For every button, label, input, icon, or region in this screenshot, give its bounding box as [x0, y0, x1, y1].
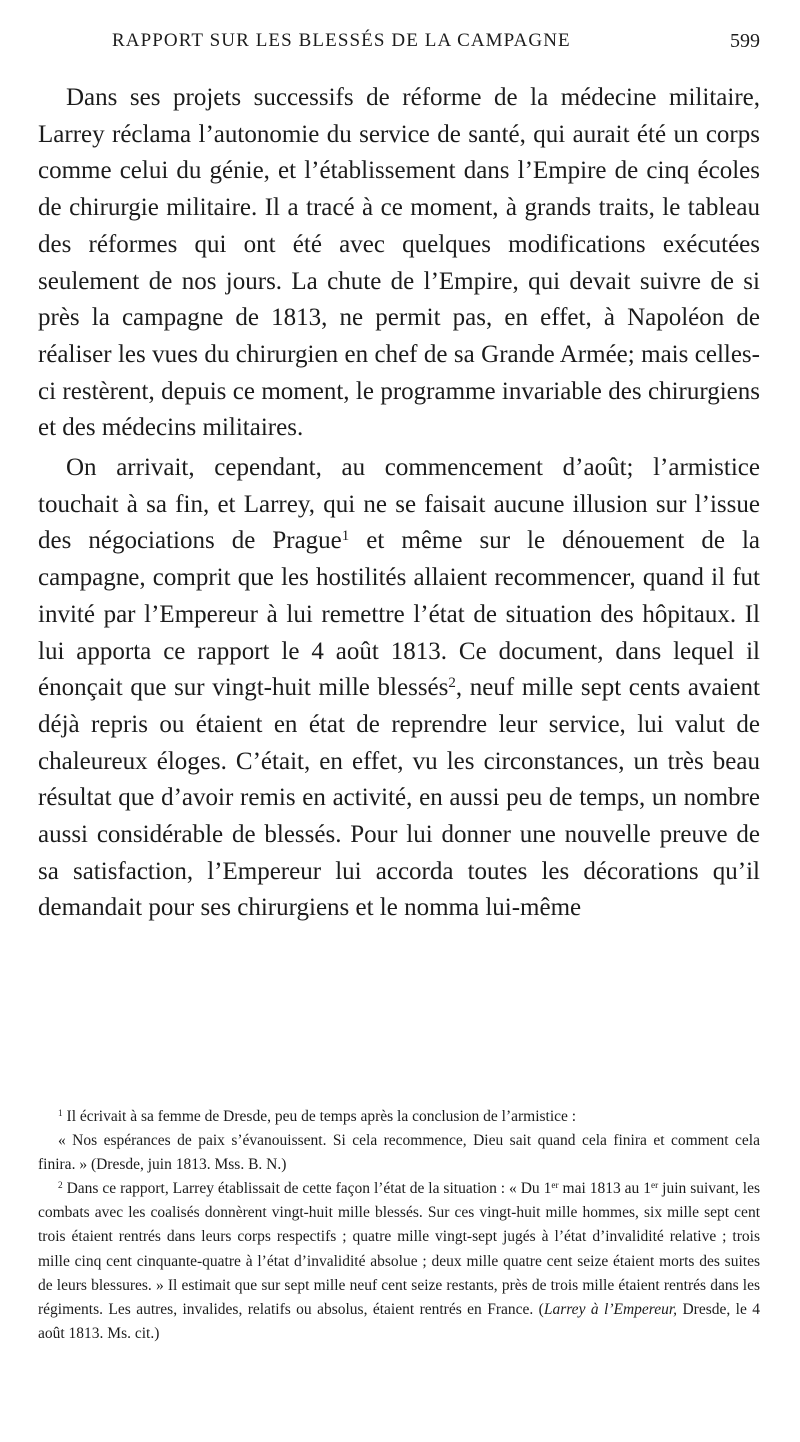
- page-number: 599: [730, 30, 760, 52]
- footnote-ref: 1: [341, 528, 350, 545]
- page-header: [112, 30, 760, 60]
- paragraph: [38, 80, 760, 447]
- footnote-citation: Larrey à l’Empereur,: [543, 1300, 678, 1318]
- footnote-quote: [38, 1129, 760, 1177]
- footnote-text: « Nos espérances de paix s’évanouissent. Si cela recommence, Dieu sait quand cela finira et comment cela finira. » (Dresde, juin 1813. Mss. B. N.): [38, 1132, 760, 1174]
- footnote: [38, 1177, 760, 1346]
- footnote-ref: 2: [448, 675, 456, 691]
- paragraph-text: et même sur le dénouement de la campagne, comprit que les hostilités allaient recommencer, quand il fut invité par l’Empereur à lui remettre l’état de situation des hôpitaux. Il lui apporta ce rapport le 4 août 1813. Ce document, dans lequel il énonçait que sur vingt-huit mille blessés: [38, 527, 760, 702]
- footnote-text: Il écrivait à sa femme de Dresde, peu de temps après la conclusion de l’armistice :: [62, 1108, 577, 1125]
- running-head: RAPPORT SUR LES BLESSÉS DE LA CAMPAGNE: [112, 30, 571, 51]
- ordinal-suffix: er: [551, 1181, 559, 1192]
- footnote-text: mai 1813 au 1: [558, 1180, 651, 1198]
- paragraph-text: On arrivait, cependant, au commencement d’août; l’armistice touchait à sa fin, et Larrey, qui ne se faisait aucune illusion sur l’issue des négociations de Prague: [38, 454, 760, 555]
- footnote-text: Dans ce rapport, Larrey établissait de cette façon l’état de la situation : « Du 1: [62, 1180, 552, 1198]
- footnote-marker: 2: [58, 1181, 63, 1192]
- paragraph: [38, 450, 760, 927]
- footnote-text: juin suivant, les combats avec les coalisés donnèrent vingt-huit mille blessés. Sur ces vingt-huit mille hommes, six mille sept cent trois étaient rentrés dans leurs corps respectifs ; quatre mille vingt-sept jugés à l’état d’invalidité relative ; trois mille cinq cent cinquante-quatre à l’état d’invalidité absolue ; deux mille quatre cent seize étaient morts des suites de leurs blessures. » Il estimait que sur sept mille neuf cent seize restants, près de trois mille étaient rentrés dans les régiments. Les autres, invalides, relatifs ou absolus, étaient rentrés en France. (: [38, 1180, 761, 1318]
- footnote: [38, 1105, 760, 1129]
- body-text: [38, 80, 760, 927]
- ordinal-suffix: er: [650, 1181, 659, 1192]
- footnote-marker: 1: [58, 1108, 63, 1119]
- footnotes: [38, 1105, 760, 1346]
- paragraph-text: Dans ses projets successifs de réforme de la médecine militaire, Larrey réclama l’autonomie du service de santé, qui aurait été un corps comme celui du génie, et l’établissement dans l’Empire de cinq écoles de chirurgie militaire. Il a tracé à ce moment, à grands traits, le tableau des réformes qui ont été avec quelques modifications exécutées seulement de nos jours. La chute de l’Empire, qui devait suivre de si près la campagne de 1813, ne permit pas, en effet, à Napoléon de réaliser les vues du chirurgien en chef de sa Grande Armée; mais celles-ci restèrent, depuis ce moment, le programme invariable des chirurgiens et des médecins militaires.: [38, 84, 760, 442]
- paragraph-text: , neuf mille sept cents avaient déjà repris ou étaient en état de reprendre leur service, lui valut de chaleureux éloges. C’était, en effet, vu les circonstances, un très beau résultat que d’avoir remis en activité, en aussi peu de temps, un nombre aussi considérable de blessés. Pour lui donner une nouvelle preuve de sa satisfaction, l’Empereur lui accorda toutes les décorations qu’il demandait pour ses chirurgiens et le nomma lui-même: [38, 674, 760, 922]
- footnote-text: Dresde, le 4 août 1813. Ms. cit.): [38, 1300, 760, 1342]
